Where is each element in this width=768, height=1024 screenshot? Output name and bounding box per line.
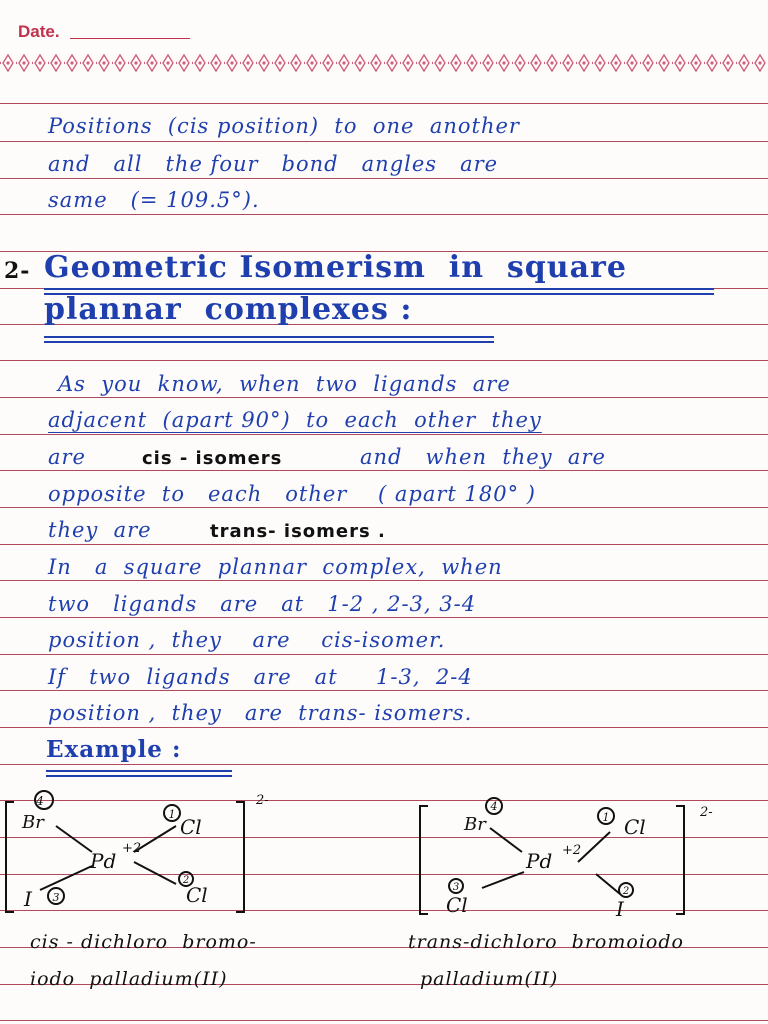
position-1: 1 [168, 808, 176, 821]
text-line: adjacent (apart 90°) to each other they [48, 408, 542, 432]
bond-cl-bottom [134, 862, 176, 884]
trans-structure [410, 792, 740, 927]
rule-line [0, 214, 768, 215]
right-bracket [236, 802, 244, 912]
example-underline [46, 770, 232, 772]
cl-bottom-label: Cl [186, 883, 208, 907]
bond-br [56, 826, 92, 852]
text-line: and all the four bond angles are [48, 152, 499, 176]
cl-top-label: Cl [180, 815, 202, 839]
position-2: 2 [182, 875, 190, 886]
rule-line [0, 103, 768, 104]
text-line: opposite to each other ( apart 180° ) [48, 482, 536, 506]
text-line: same (= 109.5°). [48, 188, 260, 212]
rule-line [0, 178, 768, 179]
text-line: two ligands are at 1-2 , 2-3, 3-4 [48, 592, 477, 616]
i-label: I [24, 887, 32, 911]
cl-top-label: Cl [624, 815, 646, 839]
date-line [70, 38, 190, 39]
position-3: 3 [52, 891, 60, 904]
rule-line [0, 470, 768, 471]
position-4: 4 [36, 794, 44, 808]
caption-cis-line1: cis - dichloro bromo- [30, 931, 257, 953]
heading-underline [44, 341, 494, 343]
position-4: 4 [490, 800, 498, 813]
br-label: Br [22, 812, 44, 833]
section-number: 2- [4, 258, 31, 284]
position-3: 3 [452, 882, 460, 893]
rule-line [0, 617, 768, 618]
text-line: If two ligands are at 1-3, 2-4 [48, 665, 473, 689]
section-heading-line2: plannar complexes : [44, 292, 413, 327]
rule-line [0, 434, 768, 435]
left-bracket [6, 802, 14, 912]
pd-label: Pd [526, 849, 553, 873]
bond-i [596, 874, 620, 894]
rule-line [0, 544, 768, 545]
example-underline [46, 775, 232, 777]
rule-line [0, 690, 768, 691]
cis-structure [0, 782, 290, 922]
heading-underline [44, 288, 714, 290]
position-2: 2 [622, 886, 630, 897]
rule-line [0, 654, 768, 655]
section-heading-line1: Geometric Isomerism in square [44, 250, 627, 285]
caption-cis-line2: iodo palladium(II) [30, 968, 228, 990]
overall-charge: 2- [256, 793, 269, 808]
text-line: position , they are cis-isomer. [48, 628, 446, 652]
rule-line [0, 141, 768, 142]
cl-bottom-label: Cl [446, 893, 468, 917]
text-line: Positions (cis position) to one another [48, 114, 520, 138]
text-line: In a square plannar complex, when [48, 555, 503, 579]
text-line: they are [48, 518, 152, 542]
rule-line [0, 360, 768, 361]
left-bracket [420, 806, 428, 914]
bond-br [490, 828, 522, 852]
heading-underline [44, 336, 494, 338]
right-bracket [676, 806, 684, 914]
text-line: and when they are [360, 445, 606, 469]
rule-line [0, 1020, 768, 1021]
overall-charge: 2- [700, 805, 713, 820]
bond-cl-bottom [482, 872, 524, 888]
rule-line [0, 507, 768, 508]
rule-line [0, 580, 768, 581]
text-line: As you know, when two ligands are [58, 372, 511, 396]
text-line: are [48, 445, 86, 469]
bond-i [40, 866, 92, 890]
rule-line [0, 727, 768, 728]
pd-label: Pd [90, 849, 117, 873]
text-line: position , they are trans- isomers. [48, 701, 473, 725]
decorative-border [0, 52, 768, 74]
i-label: I [616, 897, 624, 921]
rule-line [0, 397, 768, 398]
rule-line [0, 764, 768, 765]
term-cis-isomers: cis - isomers [142, 448, 283, 469]
charge-label: +2 [122, 841, 142, 856]
caption-trans-line1: trans-dichloro bromoiodo [408, 931, 684, 953]
br-label: Br [464, 814, 486, 835]
caption-trans-line2: palladium(II) [420, 968, 559, 990]
bond-cl-top [578, 832, 610, 862]
heading-underline [44, 293, 714, 295]
date-label: Date. [18, 22, 60, 41]
charge-label: +2 [562, 843, 582, 858]
term-trans-isomers: trans- isomers . [210, 521, 386, 542]
example-heading: Example : [46, 736, 182, 763]
position-1: 1 [602, 811, 610, 824]
